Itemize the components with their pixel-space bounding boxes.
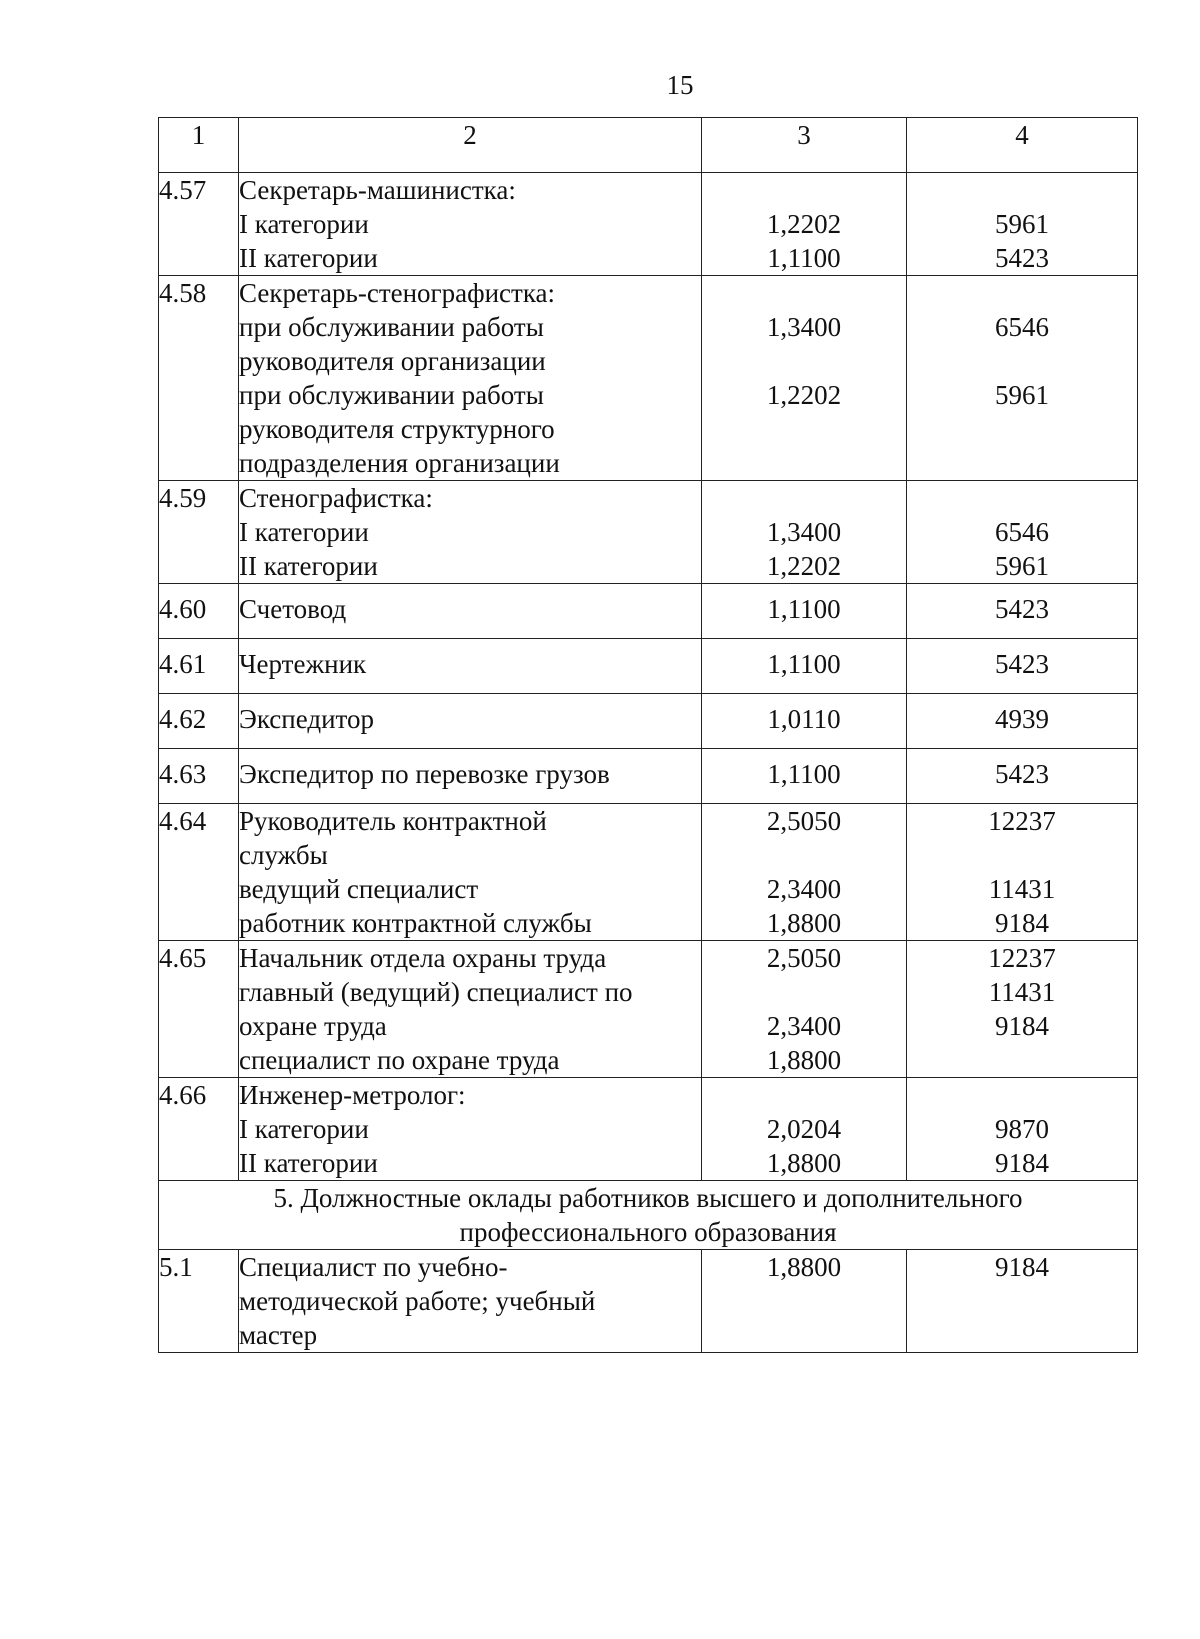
table-row (159, 1078, 1138, 1181)
coefficient (702, 481, 907, 584)
cell-line: Счетовод (239, 594, 347, 624)
position-name (239, 276, 702, 481)
cell-line: главный (ведущий) специалист по (239, 977, 633, 1007)
cell-line: 1,1100 (767, 594, 841, 624)
cell-line: 5423 (995, 759, 1049, 789)
cell-line (702, 446, 906, 480)
cell-line: Начальник отдела охраны труда (239, 943, 607, 973)
cell-line: 1,2202 (766, 209, 842, 239)
row-number: 4.66 (159, 1078, 239, 1181)
cell-line (702, 344, 906, 378)
coefficient (702, 173, 907, 276)
cell-line: 2,5050 (766, 943, 842, 973)
salary (907, 941, 1138, 1078)
cell-line: 5961 (995, 209, 1049, 239)
salary-table (158, 117, 1138, 1353)
cell-line (907, 1078, 1137, 1112)
cell-line: Инженер-метролог: (239, 1080, 466, 1110)
cell-line: мастер (239, 1320, 318, 1350)
cell-line: 1,8800 (766, 1045, 842, 1075)
cell-line: методической работе; учебный (239, 1286, 596, 1316)
coefficient (702, 749, 907, 804)
cell-line: Стенографистка: (239, 483, 433, 513)
cell-line: 11431 (988, 977, 1056, 1007)
row-number: 4.65 (159, 941, 239, 1078)
cell-line (907, 1043, 1137, 1077)
table-row (159, 694, 1138, 749)
row-number: 4.61 (159, 639, 239, 694)
header-cell: 2 (239, 118, 702, 173)
cell-line: ведущий специалист (239, 874, 479, 904)
salary: 9184 (907, 1250, 1138, 1353)
cell-line: Экспедитор по перевозке грузов (239, 759, 610, 789)
cell-line: 9184 (995, 908, 1049, 938)
table-row (159, 639, 1138, 694)
page-number: 15 (666, 70, 694, 100)
position-name (239, 804, 702, 941)
cell-line: 1,3400 (766, 312, 842, 342)
cell-line: 12237 (988, 943, 1056, 973)
cell-line: 5423 (995, 594, 1049, 624)
row-number: 4.64 (159, 804, 239, 941)
position-name (239, 481, 702, 584)
cell-line (907, 412, 1137, 446)
cell-line: I категории (239, 209, 369, 239)
cell-line (702, 1078, 906, 1112)
salary (907, 749, 1138, 804)
header-cell: 3 (702, 118, 907, 173)
table-row (159, 749, 1138, 804)
row-number: 4.60 (159, 584, 239, 639)
cell-line: Экспедитор (239, 704, 374, 734)
row-number: 4.59 (159, 481, 239, 584)
cell-line: II категории (239, 1148, 378, 1178)
table-row (159, 804, 1138, 941)
cell-line: I категории (239, 517, 369, 547)
cell-line (907, 838, 1137, 872)
cell-line: 1,1100 (767, 243, 841, 273)
cell-line: 2,3400 (766, 874, 842, 904)
coefficient (702, 276, 907, 481)
cell-line: 6546 (995, 312, 1049, 342)
table-row (159, 481, 1138, 584)
salary (907, 173, 1138, 276)
section-title-line: профессионального образования (459, 1217, 837, 1247)
cell-line: 1,1100 (767, 649, 841, 679)
cell-line: 11431 (988, 874, 1056, 904)
header-cell: 4 (907, 118, 1138, 173)
cell-line (702, 975, 906, 1009)
row-number: 4.58 (159, 276, 239, 481)
table-header-row (159, 118, 1138, 173)
cell-line: 2,3400 (766, 1011, 842, 1041)
position-name (239, 941, 702, 1078)
cell-line: 5961 (995, 380, 1049, 410)
cell-line: руководителя структурного (239, 414, 555, 444)
coefficient (702, 941, 907, 1078)
table-row (159, 584, 1138, 639)
coefficient (702, 804, 907, 941)
table-row (159, 1250, 1138, 1353)
cell-line: 1,8800 (766, 1148, 842, 1178)
row-number: 4.57 (159, 173, 239, 276)
cell-line: при обслуживании работы (239, 380, 544, 410)
salary (907, 694, 1138, 749)
cell-line: 1,2202 (766, 551, 842, 581)
position-name (239, 173, 702, 276)
position-name (239, 749, 702, 804)
cell-line: при обслуживании работы (239, 312, 544, 342)
cell-line: 5423 (995, 649, 1049, 679)
section-title-line: 5. Должностные оклады работников высшего и дополнительного (273, 1183, 1023, 1213)
cell-line: 9184 (995, 1011, 1049, 1041)
cell-line: 1,2202 (766, 380, 842, 410)
cell-line: 5423 (995, 243, 1049, 273)
cell-line: 5961 (995, 551, 1049, 581)
cell-line: охране труда (239, 1011, 387, 1041)
cell-line: II категории (239, 551, 378, 581)
salary (907, 1078, 1138, 1181)
cell-line: работник контрактной службы (239, 908, 592, 938)
table-row (159, 941, 1138, 1078)
cell-line (702, 838, 906, 872)
coefficient (702, 694, 907, 749)
cell-line (702, 412, 906, 446)
cell-line (907, 446, 1137, 480)
cell-line: службы (239, 840, 328, 870)
header-cell: 1 (159, 118, 239, 173)
row-number: 5.1 (159, 1250, 239, 1353)
cell-line: 2,5050 (766, 806, 842, 836)
position-name (239, 694, 702, 749)
cell-line (702, 173, 906, 207)
coefficient: 1,8800 (702, 1250, 907, 1353)
cell-line: I категории (239, 1114, 369, 1144)
cell-line: специалист по охране труда (239, 1045, 560, 1075)
salary (907, 804, 1138, 941)
position-name (239, 1250, 702, 1353)
cell-line: Чертежник (239, 649, 367, 679)
cell-line: Секретарь-машинистка: (239, 175, 516, 205)
cell-line: Специалист по учебно- (239, 1252, 508, 1282)
cell-line (907, 344, 1137, 378)
cell-line: 1,3400 (766, 517, 842, 547)
cell-line: 9184 (995, 1148, 1049, 1178)
table-row (159, 173, 1138, 276)
cell-line: 12237 (988, 806, 1056, 836)
position-name (239, 1078, 702, 1181)
cell-line: II категории (239, 243, 378, 273)
position-name (239, 639, 702, 694)
salary (907, 639, 1138, 694)
salary (907, 276, 1138, 481)
salary (907, 481, 1138, 584)
cell-line: 2,0204 (766, 1114, 842, 1144)
coefficient (702, 639, 907, 694)
row-number: 4.63 (159, 749, 239, 804)
cell-line: руководителя организации (239, 346, 546, 376)
salary (907, 584, 1138, 639)
cell-line: 1,1100 (767, 759, 841, 789)
cell-line: 1,0110 (767, 704, 841, 734)
cell-line (702, 481, 906, 515)
cell-line (907, 276, 1137, 310)
cell-line: Руководитель контрактной (239, 806, 547, 836)
cell-line: 1,8800 (766, 908, 842, 938)
cell-line (702, 276, 906, 310)
cell-line: 4939 (995, 704, 1049, 734)
cell-line (907, 481, 1137, 515)
position-name (239, 584, 702, 639)
coefficient (702, 1078, 907, 1181)
cell-line: 9870 (995, 1114, 1049, 1144)
section-header-row (159, 1181, 1138, 1250)
section-title (159, 1181, 1138, 1250)
cell-line: Секретарь-стенографистка: (239, 278, 556, 308)
cell-line: 6546 (995, 517, 1049, 547)
cell-line (907, 173, 1137, 207)
row-number: 4.62 (159, 694, 239, 749)
cell-line: подразделения организации (239, 448, 560, 478)
coefficient (702, 584, 907, 639)
table-row (159, 276, 1138, 481)
